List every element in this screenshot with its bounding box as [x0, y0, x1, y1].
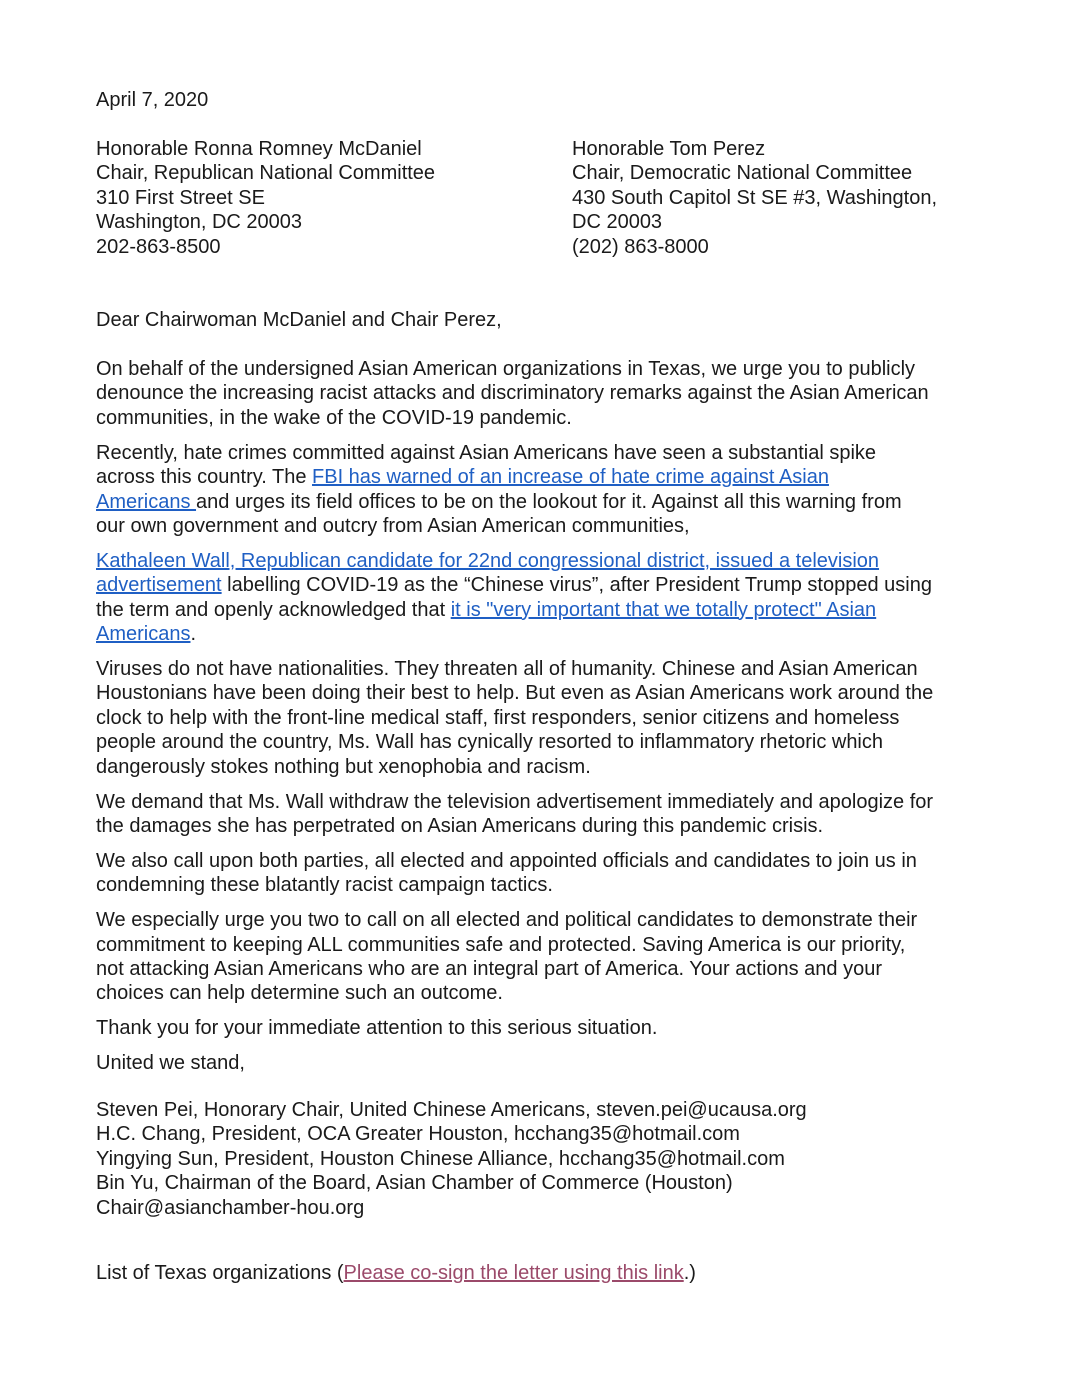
letter-body [96, 357, 933, 1086]
footer-prefix: List of Texas organizations ( [96, 1262, 344, 1284]
text-segment: clock to help with the front-line medical staff, first responders, senior citizens and homeless [96, 706, 900, 729]
paragraph [96, 849, 933, 898]
recipient-line: 310 First Street SE [96, 186, 265, 209]
text-line [96, 981, 933, 1005]
text-line [96, 514, 933, 538]
text-line [96, 814, 933, 838]
salutation: Dear Chairwoman McDaniel and Chair Perez, [96, 309, 502, 331]
text-line [96, 490, 933, 514]
hyperlink[interactable]: FBI has warned of an increase of hate crime against Asian [312, 466, 829, 489]
recipient-line: Chair, Republican National Committee [96, 162, 436, 185]
hyperlink[interactable]: Americans [96, 623, 191, 646]
text-line [96, 706, 933, 730]
text-line [96, 873, 933, 897]
text-segment: people around the country, Ms. Wall has cynically resorted to inflammatory rhetoric which [96, 731, 884, 754]
paragraph [96, 790, 933, 839]
recipient-line: Honorable Tom Perez [572, 138, 766, 160]
text-segment: condemning these blatantly racist campaign tactics. [96, 874, 553, 897]
paragraph [96, 908, 933, 1006]
text-segment: We also call upon both parties, all elected and appointed officials and candidates to join us in [96, 849, 917, 872]
text-line [96, 933, 933, 957]
text-segment: We demand that Ms. Wall withdraw the television advertisement immediately and apologize for [96, 790, 934, 813]
recipient-line: Honorable Ronna Romney McDaniel [96, 138, 422, 160]
text-line [96, 441, 933, 465]
text-segment: not attacking Asian Americans who are an integral part of America. Your actions and your [96, 957, 883, 980]
text-line [96, 849, 933, 873]
text-segment: choices can help determine such an outcome. [96, 982, 503, 1005]
text-segment: and urges its field offices to be on the lookout for it. Against all this warning from [196, 490, 902, 513]
signatory: H.C. Chang, President, OCA Greater Houston, hcchang35@hotmail.com [96, 1123, 740, 1146]
recipient-line: 430 South Capitol St SE #3, Washington, [572, 186, 938, 209]
text-segment: labelling COVID-19 as the “Chinese virus”, after President Trump stopped using [221, 574, 932, 597]
text-segment: . [190, 623, 197, 646]
text-line [96, 730, 933, 754]
text-line [96, 598, 933, 622]
paragraph [96, 549, 933, 647]
recipient-line: Washington, DC 20003 [96, 211, 303, 234]
text-line [96, 657, 933, 681]
text-segment: the term and openly acknowledged that [96, 598, 451, 621]
text-line [96, 549, 933, 573]
text-line [96, 790, 933, 814]
paragraph [96, 1016, 933, 1040]
text-segment: We especially urge you two to call on all elected and political candidates to demonstrate their [96, 909, 918, 932]
text-segment: Recently, hate crimes committed against Asian Americans have seen a substantial spike [96, 441, 877, 464]
text-line [96, 406, 933, 430]
footer-suffix: .) [683, 1262, 696, 1284]
text-line [96, 681, 933, 705]
hyperlink[interactable]: Kathaleen Wall, Republican candidate for 22nd congressional district, issued a television [96, 549, 880, 572]
text-segment: commitment to keeping ALL communities safe and protected. Saving America is our priority, [96, 933, 906, 956]
recipient-mcdaniel [96, 137, 435, 259]
text-line [96, 465, 933, 489]
hyperlink[interactable]: it is "very important that we totally protect" Asian [450, 598, 877, 621]
text-line [96, 1051, 933, 1075]
letter-date: April 7, 2020 [96, 89, 209, 111]
recipient-line: (202) 863-8000 [572, 235, 709, 258]
text-segment: United we stand, [96, 1052, 245, 1075]
text-line [96, 755, 933, 779]
text-segment: On behalf of the undersigned Asian American organizations in Texas, we urge you to publicly [96, 358, 916, 380]
text-line [96, 908, 933, 932]
organizations-footer [96, 1261, 696, 1285]
recipient-line: Chair, Democratic National Committee [572, 162, 913, 185]
text-segment: the damages she has perpetrated on Asian Americans during this pandemic crisis. [96, 814, 824, 837]
paragraph [96, 357, 933, 430]
signatories [96, 1098, 807, 1220]
signatory: Chair@asianchamber-hou.org [96, 1196, 365, 1219]
text-segment: our own government and outcry from Asian American communities, [96, 514, 690, 537]
text-line [96, 1016, 933, 1040]
text-segment: Thank you for your immediate attention to this serious situation. [96, 1017, 658, 1040]
text-segment: Viruses do not have nationalities. They threaten all of humanity. Chinese and Asian American [96, 657, 918, 680]
text-line [96, 573, 933, 597]
signatory: Steven Pei, Honorary Chair, United Chinese Americans, steven.pei@ucausa.org [96, 1099, 807, 1121]
text-segment: Houstonians have been doing their best to help. But even as Asian Americans work around the [96, 682, 934, 705]
paragraph [96, 1051, 933, 1075]
text-segment: dangerously stokes nothing but xenophobia and racism. [96, 755, 591, 778]
paragraph [96, 441, 933, 539]
recipient-line: 202-863-8500 [96, 235, 221, 258]
hyperlink[interactable]: Americans [96, 490, 197, 513]
recipient-perez [572, 137, 937, 259]
text-segment: across this country. The [96, 466, 313, 489]
text-segment: denounce the increasing racist attacks and discriminatory remarks against the Asian American [96, 382, 929, 405]
hyperlink[interactable]: advertisement [96, 574, 222, 597]
text-line [96, 381, 933, 405]
text-line [96, 622, 933, 646]
signatory: Yingying Sun, President, Houston Chinese Alliance, hcchang35@hotmail.com [96, 1147, 785, 1170]
text-segment: communities, in the wake of the COVID-19 pandemic. [96, 406, 572, 429]
text-line [96, 357, 933, 381]
signatory: Bin Yu, Chairman of the Board, Asian Chamber of Commerce (Houston) [96, 1172, 733, 1195]
cosign-link[interactable]: Please co-sign the letter using this link [343, 1262, 684, 1284]
paragraph [96, 657, 933, 779]
text-line [96, 957, 933, 981]
recipient-line: DC 20003 [572, 211, 663, 234]
